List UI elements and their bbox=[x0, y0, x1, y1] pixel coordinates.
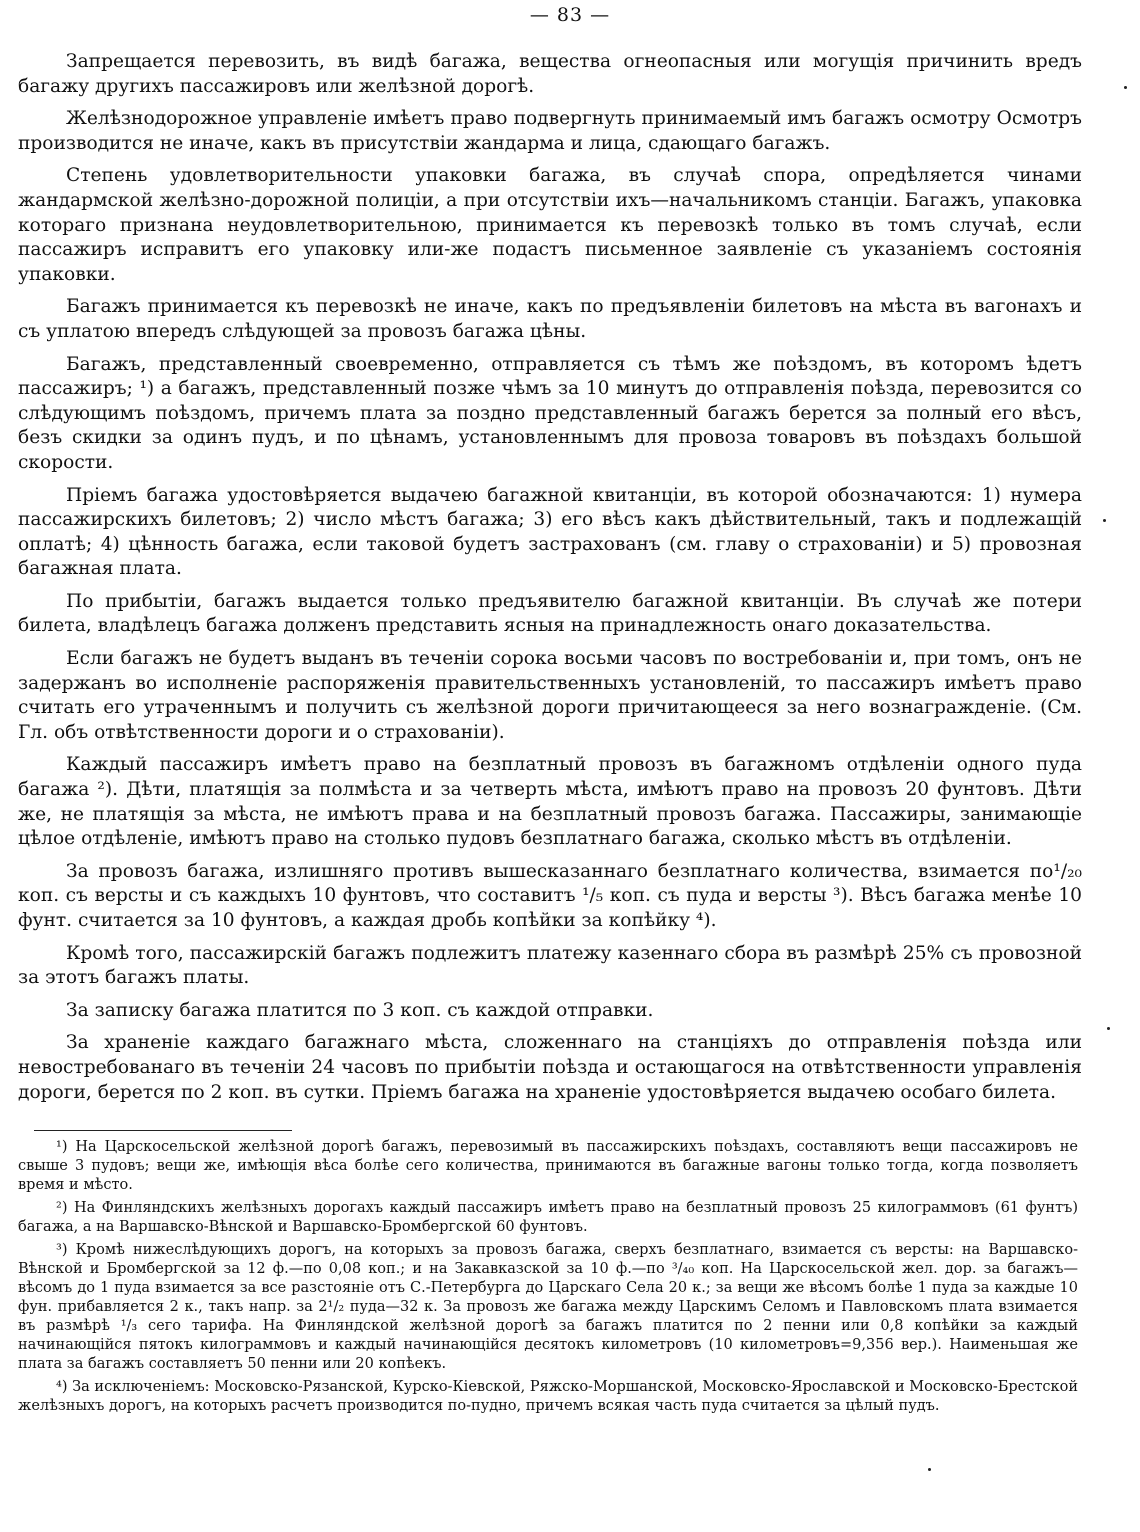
print-speck bbox=[1124, 86, 1127, 89]
footnote: ⁴) За исключеніемъ: Московско-Рязанской, Курско-Кіевской, Ряжско-Моршанской, Московско-Ярославской и Московско-Брестской желѣзныхъ дорогъ, на которыхъ расчетъ производится по-пудно, причемъ всякая часть пуда считается за цѣлый пудъ. bbox=[18, 1379, 1078, 1414]
paragraph: По прибытіи, багажъ выдается только предъявителю багажной квитанціи. Въ случаѣ же потери билета, владѣлецъ багажа долженъ представить ясныя на принадлежность онаго доказательства. bbox=[18, 590, 1082, 637]
print-speck bbox=[928, 1468, 931, 1471]
paragraph: За храненіе каждаго багажнаго мѣста, сложеннаго на станціяхъ до отправленія поѣзда или невостребованаго въ теченіи 24 часовъ по прибытіи поѣзда и остающагося на отвѣтственности управленія дороги, берется по 2 коп. въ сутки. Пріемъ багажа на храненіе удостовѣряется выдачею особаго билета. bbox=[18, 1032, 1082, 1103]
paragraph: Багажъ принимается къ перевозкѣ не иначе, какъ по предъявленіи билетовъ на мѣста въ вагонахъ и съ уплатою впередъ слѣдующей за провозъ багажа цѣны. bbox=[18, 296, 1082, 342]
paragraph: Каждый пассажиръ имѣетъ право на безплатный провозъ въ багажномъ отдѣленіи одного пуда багажа ²). Дѣти, платящія за полмѣста и за четверть мѣста, имѣютъ право на провозъ 20 фунтовъ. Дѣти же, не платящія за мѣста, не имѣютъ права и на безплатный провозъ багажа. Пассажиры, занимающіе цѣлое отдѣленіе, имѣютъ право на столько пудовъ безплатнаго багажа, сколько мѣстъ въ отдѣленіи. bbox=[18, 754, 1082, 850]
paragraph: Кромѣ того, пассажирскій багажъ подлежитъ платежу казеннаго сбора въ размѣрѣ 25% съ провозной за этотъ багажъ платы. bbox=[18, 942, 1082, 989]
footnote: ²) На Финляндскихъ желѣзныхъ дорогахъ каждый пассажиръ имѣетъ право на безплатный провозъ 25 килограммовъ (61 фунтъ) багажа, а на Варшавско-Вѣнской и Варшавско-Бромбергской 60 фунтовъ. bbox=[18, 1200, 1078, 1235]
footnote: ³) Кромѣ нижеслѣдующихъ дорогъ, на которыхъ за провозъ багажа, сверхъ безплатнаго, взимается съ версты: на Варшавско-Вѣнской и Бромбергской за 12 ф.—по 0,08 коп.; и на Закавказской за 10 ф.—по ³/₄₀ коп. На Царскосельской жел. дор. за багажъ—вѣсомъ до 1 пуда взимается за все разстояніе отъ С.-Петербурга до Царскаго Села 20 к.; за вещи же вѣсомъ болѣе 1 пуда за каждые 10 фун. прибавляется 2 к., такъ напр. за 2¹/₂ пуда—32 к. За провозъ же багажа между Царскимъ Селомъ и Павловскомъ плата взимается въ размѣрѣ ¹/₃ сего тарифа. На Финляндской желѣзной дорогѣ за багажъ платится по 2 пенни или 0,8 копѣйки за каждый начинающійся пятокъ килограммовъ и каждый начинающійся десятокъ километровъ (10 километровъ=9,356 вер.). Наименьшая же плата за багажъ составляетъ 50 пенни или 20 копѣекъ. bbox=[18, 1242, 1078, 1372]
paragraph: Степень удовлетворительности упаковки багажа, въ случаѣ спора, опредѣляется чинами жандармской желѣзно-дорожной полиціи, а при отсутствіи ихъ—начальникомъ станціи. Багажъ, упаковка котораго признана неудовлетворительною, принимается къ перевозкѣ только въ томъ случаѣ, если пассажиръ исправитъ его упаковку или-же подастъ письменное заявленіе съ указаніемъ состоянія упаковки. bbox=[18, 165, 1082, 285]
print-speck bbox=[1107, 1027, 1110, 1030]
print-speck bbox=[1103, 519, 1106, 522]
paragraph: За провозъ багажа, излишняго противъ вышесказаннаго безплатнаго количества, взимается по¹/₂₀ коп. съ версты и съ каждыхъ 10 фунтовъ, что составитъ ¹/₅ коп. съ пуда и версты ³). Вѣсъ багажа менѣе 10 фунт. считается за 10 фунтовъ, а каждая дробь копѣйки за копѣйку ⁴). bbox=[18, 860, 1082, 931]
paragraph: Багажъ, представленный своевременно, отправляется съ тѣмъ же поѣздомъ, въ которомъ ѣдетъ пассажиръ; ¹) а багажъ, представленный позже чѣмъ за 10 минутъ до отправленія поѣзда, перевозится со слѣдующимъ поѣздомъ, причемъ плата за поздно представленный багажъ берется за полный его вѣсъ, безъ скидки за одинъ пудъ, и по цѣнамъ, установленнымъ для провоза товаровъ въ поѣздахъ большой скорости. bbox=[18, 353, 1082, 473]
body-text bbox=[18, 50, 1082, 1113]
paragraph: Желѣзнодорожное управленіе имѣетъ право подвергнуть принимаемый имъ багажъ осмотру Осмотръ производится не иначе, какъ въ присутствіи жандарма и лица, сдающаго багажъ. bbox=[18, 108, 1082, 154]
footnote: ¹) На Царскосельской желѣзной дорогѣ багажъ, перевозимый въ пассажирскихъ поѣздахъ, составляютъ вещи пассажировъ не свыше 3 пудовъ; вещи же, имѣющія вѣса болѣе сего количества, принимаются въ багажные вагоны только тогда, когда позволяетъ время и мѣсто. bbox=[18, 1139, 1078, 1193]
page-number: — 83 — bbox=[529, 4, 611, 26]
footnotes bbox=[18, 1138, 1078, 1420]
paragraph: Если багажъ не будетъ выданъ въ теченіи сорока восьми часовъ по востребованіи и, при томъ, онъ не задержанъ во исполненіе распоряженія правительственныхъ установленій, то пассажиръ имѣетъ право считать его утраченнымъ и получить съ желѣзной дороги причитающееся за него вознагражденіе. (См. Гл. объ отвѣтственности дороги и о страхованіи). bbox=[18, 648, 1082, 743]
paragraph: За записку багажа платится по 3 коп. съ каждой отправки. bbox=[66, 999, 654, 1021]
paragraph: Пріемъ багажа удостовѣряется выдачею багажной квитанціи, въ которой обозначаются: 1) нумера пассажирскихъ билетовъ; 2) число мѣстъ багажа; 3) его вѣсъ какъ дѣйствительный, такъ и подлежащій оплатѣ; 4) цѣнность багажа, если таковой будетъ застрахованъ (см. главу о страхованіи) и 5) провозная багажная плата. bbox=[18, 484, 1082, 580]
footnote-divider bbox=[34, 1130, 292, 1131]
paragraph: Запрещается перевозить, въ видѣ багажа, вещества огнеопасныя или могущія причинить вредъ багажу другихъ пассажировъ или желѣзной дорогѣ. bbox=[18, 51, 1082, 97]
